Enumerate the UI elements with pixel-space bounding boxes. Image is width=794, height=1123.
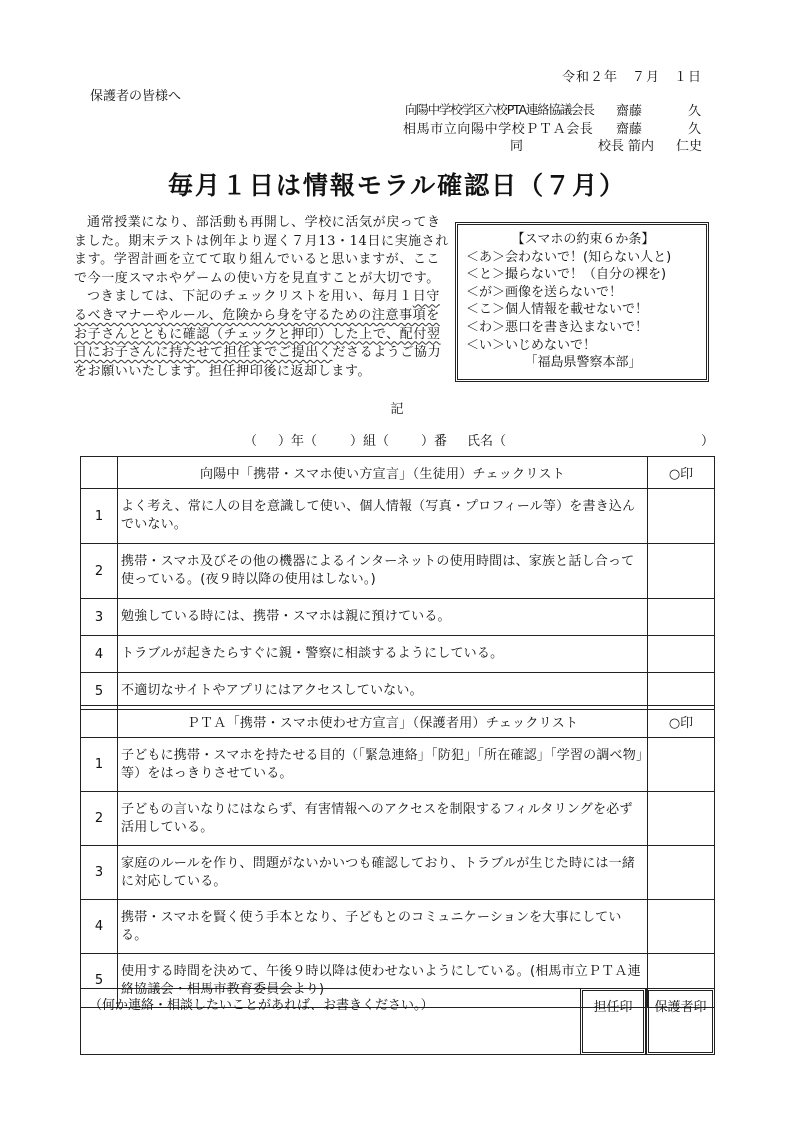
sender-2-given: 久 bbox=[688, 122, 702, 137]
item-number: 1 bbox=[81, 738, 118, 792]
table-row bbox=[81, 599, 715, 636]
year-field[interactable]: ）年（ bbox=[278, 434, 318, 449]
parent-checklist-header: ＰＴＡ「携帯・スマホ使わせ方宣言」（保護者用）チェックリスト bbox=[118, 706, 648, 738]
sender-3-given: 仁史 bbox=[676, 139, 703, 154]
ki-heading: 記 bbox=[390, 402, 404, 417]
num-header-cell bbox=[81, 706, 118, 738]
teacher-seal-box[interactable] bbox=[580, 988, 646, 1055]
sender-1-surname: 齋藤 bbox=[616, 104, 643, 119]
parent-seal-label: 保護者印 bbox=[654, 1000, 707, 1015]
check-mark-cell[interactable] bbox=[648, 792, 715, 846]
item-text: 子どもの言いなりにはならず、有害情報へのアクセスを制限するフィルタリングを必ず活用している。 bbox=[118, 792, 648, 846]
teacher-seal-label: 担任印 bbox=[593, 1000, 633, 1015]
intro-p2-start: つきましては、下記のチェックリストを用い、毎月１ bbox=[87, 289, 413, 305]
year-open: （ bbox=[244, 434, 258, 449]
sender-3-title: 校長 bbox=[598, 139, 625, 154]
item-text: 使用する時間を決めて、午後９時以降は使わせないようにしている。(相馬市立ＰＴＡ連絡協議会・相馬市教育委員会より) bbox=[118, 954, 648, 1008]
page-title: 毎月１日は情報モラル確認日（７月） bbox=[167, 171, 627, 200]
document-date: 令和２年 ７月 １日 bbox=[562, 70, 703, 85]
item-text: 不適切なサイトやアプリにはアクセスしていない。 bbox=[118, 673, 648, 710]
intro-text bbox=[74, 214, 452, 381]
table-header-row bbox=[81, 706, 715, 738]
check-mark-cell[interactable] bbox=[648, 544, 715, 599]
promise-item: ＜と＞撮らないで！（自分の裸を) bbox=[466, 267, 667, 283]
mark-header: ○印 bbox=[648, 706, 715, 738]
notes-label: （何か連絡・相談したいことがあれば、お書きください。） bbox=[89, 998, 434, 1013]
item-number: 4 bbox=[81, 900, 118, 954]
promise-title: 【スマホの約束６か条】 bbox=[511, 232, 655, 247]
sender-3-prefix: 同 bbox=[510, 139, 524, 154]
parent-seal-box[interactable] bbox=[646, 988, 715, 1055]
name-close: ） bbox=[701, 434, 715, 449]
promise-item: ＜こ＞個人情報を載せないで！ bbox=[466, 302, 649, 318]
check-mark-cell[interactable] bbox=[648, 599, 715, 636]
table-row bbox=[81, 489, 715, 544]
promise-item: ＜い＞いじめないで！ bbox=[466, 337, 597, 353]
sender-1-given: 久 bbox=[688, 104, 702, 119]
item-text: 子どもに携帯・スマホを持たせる目的（「緊急連絡」「防犯」「所在確認」「学習の調べ物」等）をはっきりさせている。 bbox=[118, 738, 648, 792]
item-text: 家庭のルールを作り、問題がないかいつも確認しており、トラブルが生じた時には一緒に対応している。 bbox=[118, 846, 648, 900]
sender-2-title: 相馬市立向陽中学校ＰＴＡ会長 bbox=[403, 122, 594, 137]
intro-p2-emphasis: 日守るべきマナーやルール、危険から身を守るための注意事項をお子さんとともに確認（チェックと押印）した上で、配付翌日にお子さんに持たせて担任までご提出く bbox=[74, 289, 441, 361]
check-mark-cell[interactable] bbox=[648, 636, 715, 673]
name-field[interactable]: 氏名（ bbox=[467, 434, 507, 449]
student-checklist-header: 向陽中「携帯・スマホ使い方宣言」（生徒用）チェックリスト bbox=[118, 457, 648, 489]
table-row bbox=[81, 738, 715, 792]
addressee: 保護者の皆様へ bbox=[90, 89, 182, 104]
class-field[interactable]: ）組（ bbox=[350, 434, 390, 449]
item-text: 勉強している時には、携帯・スマホは親に預けている。 bbox=[118, 599, 648, 636]
parent-checklist-table bbox=[80, 705, 715, 1008]
item-text: よく考え、常に人の目を意識して使い、個人情報（写真・プロフィール等）を書き込んでいない。 bbox=[118, 489, 648, 544]
intro-paragraph-2 bbox=[74, 288, 452, 381]
check-mark-cell[interactable] bbox=[648, 489, 715, 544]
table-row bbox=[81, 792, 715, 846]
table-row bbox=[81, 900, 715, 954]
check-mark-cell[interactable] bbox=[648, 738, 715, 792]
smartphone-promise-box bbox=[455, 222, 709, 382]
table-header-row bbox=[81, 457, 715, 489]
table-row bbox=[81, 544, 715, 599]
item-number: 4 bbox=[81, 636, 118, 673]
check-mark-cell[interactable] bbox=[648, 900, 715, 954]
item-text: トラブルが起きたらすぐに親・警察に相談するようにしている。 bbox=[118, 636, 648, 673]
check-mark-cell[interactable] bbox=[648, 673, 715, 710]
item-number: 1 bbox=[81, 489, 118, 544]
promise-source: 「福島県警察本部」 bbox=[524, 355, 642, 371]
item-text: 携帯・スマホを賢く使う手本となり、子どもとのコミュニケーションを大事にしている。 bbox=[118, 900, 648, 954]
table-row bbox=[81, 846, 715, 900]
promise-item: ＜わ＞悪口を書き込まないで！ bbox=[466, 319, 649, 335]
item-number: 2 bbox=[81, 792, 118, 846]
mark-header: ○印 bbox=[648, 457, 715, 489]
item-number: 5 bbox=[81, 673, 118, 710]
sender-3-surname: 箭内 bbox=[628, 139, 655, 154]
item-number: 3 bbox=[81, 846, 118, 900]
number-field[interactable]: ）番 bbox=[421, 434, 448, 449]
table-row bbox=[81, 636, 715, 673]
sender-2-surname: 齋藤 bbox=[616, 122, 643, 137]
check-mark-cell[interactable] bbox=[648, 846, 715, 900]
promise-item: ＜あ＞会わないで！(知らない人と) bbox=[466, 249, 672, 265]
student-checklist-table bbox=[80, 456, 715, 710]
sender-1-title: 向陽中学校学区六校PTA連絡協議会長 bbox=[405, 102, 594, 117]
item-text: 携帯・スマホ及びその他の機器によるインターネットの使用時間は、家族と話し合って使っている。(夜９時以降の使用はしない。) bbox=[118, 544, 648, 599]
promise-item: ＜が＞画像を送らないで！ bbox=[466, 284, 623, 300]
item-number: 3 bbox=[81, 599, 118, 636]
intro-p2-end: ださるようご協力をお願いいたします。担任押印後に返却します。 bbox=[74, 345, 442, 379]
item-number: 2 bbox=[81, 544, 118, 599]
num-header-cell bbox=[81, 457, 118, 489]
table-row bbox=[81, 673, 715, 710]
intro-paragraph-1: 通常授業になり、部活動も再開し、学校に活気が戻ってきました。期末テストは例年より遅く７月13・14日に実施されます。学習計画を立てて取り組んでいると思いますが、ここで今一度スマホやゲームの使い方を見直すことが大切です。 bbox=[74, 215, 449, 286]
item-number: 5 bbox=[81, 954, 118, 1008]
